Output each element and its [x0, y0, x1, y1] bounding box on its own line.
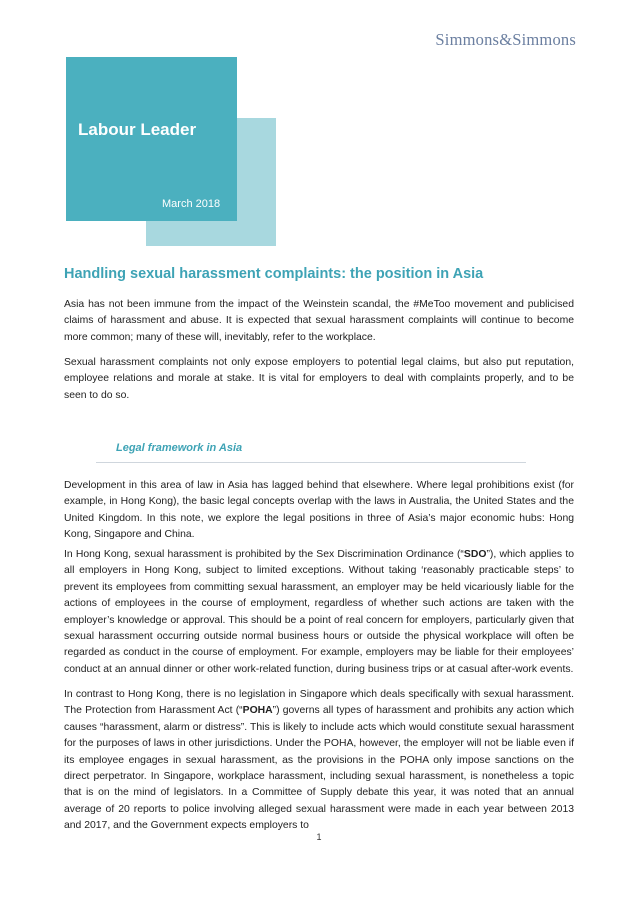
brand-name-right: Simmons — [512, 30, 576, 49]
brand-ampersand: & — [499, 30, 513, 49]
brand-logo — [435, 30, 576, 50]
intro-paragraph-2: Sexual harassment complaints not only expose employers to potential legal claims, but also put reputation, employee relations and morale at stake. It is vital for employers to deal with complaints properly, and to be seen to do so. — [64, 357, 574, 401]
publication-date: March 2018 — [162, 198, 221, 210]
article-heading: Handling sexual harassment complaints: the position in Asia — [64, 266, 484, 282]
intro-paragraph-1: Asia has not been immune from the impact of the Weinstein scandal, the #MeToo movement and publicised claims of harassment and abuse. It is expected that sexual harassment complaints will continue to become more common; many of these will, inevitably, refer to the workplace. — [64, 299, 574, 343]
poha-term: POHA — [242, 705, 273, 717]
sdo-term: SDO — [463, 549, 487, 560]
page-number: 1 — [316, 832, 322, 842]
p2-text-end: ”), which applies to all employers in Hong Kong, subject to limited exceptions. Without taking ‘reasonably practicable steps’ to prevent its employees from committing sexual harassment, an employer may be held vicariously liable for the actions of employees in the course of employment, regardless of whether such actions are taken with the employer’s knowledge or approval. This should be a point of real concern for employers, particularly given that sexual harassment occurring outside normal business hours or outside the physical workplace will often be regarded as conduct in the course of employment. For example, employers may be liable for their employees’ conduct at an annual dinner or other work-related function, during business trips or at casual after-work events. — [64, 549, 574, 675]
section-heading: Legal framework in Asia — [116, 442, 243, 454]
section-paragraph-3 — [64, 687, 574, 835]
section-divider — [96, 462, 526, 463]
brand-name-left: Simmons — [435, 30, 500, 49]
section-paragraph-1: Development in this area of law in Asia has lagged behind that elsewhere. Where legal prohibitions exist (for example, in Hong Kong), the basic legal concepts overlap with the laws in Australia, the United States and the United Kingdom. In this note, we explore the legal positions in three of Asia’s major economic hubs: Hong Kong, Singapore and China. — [64, 480, 574, 541]
section-paragraph-2 — [64, 547, 574, 678]
p3-text-start: In contrast to Hong Kong, there is no legislation in Singapore which deals specifically with sexual harassment. The Protection from Harassment Act (“ — [64, 689, 574, 717]
publication-title: Labour Leader — [78, 120, 197, 139]
p3-text-end: ”) governs all types of harassment and prohibits any action which causes “harassment, alarm or distress”. This is likely to include acts which would constitute sexual harassment for the purposes of laws in other jurisdictions. Under the POHA, however, the employer will not be liable even if its employee engages in sexual harassment, as the provisions in the POHA only impose sanctions on the direct perpetrator. In Singapore, workplace harassment, including sexual harassment, is nonetheless a topic that is on the mind of legislators. In a Committee of Supply debate this year, it was noted that an annual average of 20 reports to police involving alleged sexual harassment were made in each year between 2013 and 2017, and the Government expects employers to — [64, 705, 574, 832]
p2-text-start: In Hong Kong, sexual harassment is prohibited by the Sex Discrimination Ordinance (“ — [64, 549, 464, 560]
